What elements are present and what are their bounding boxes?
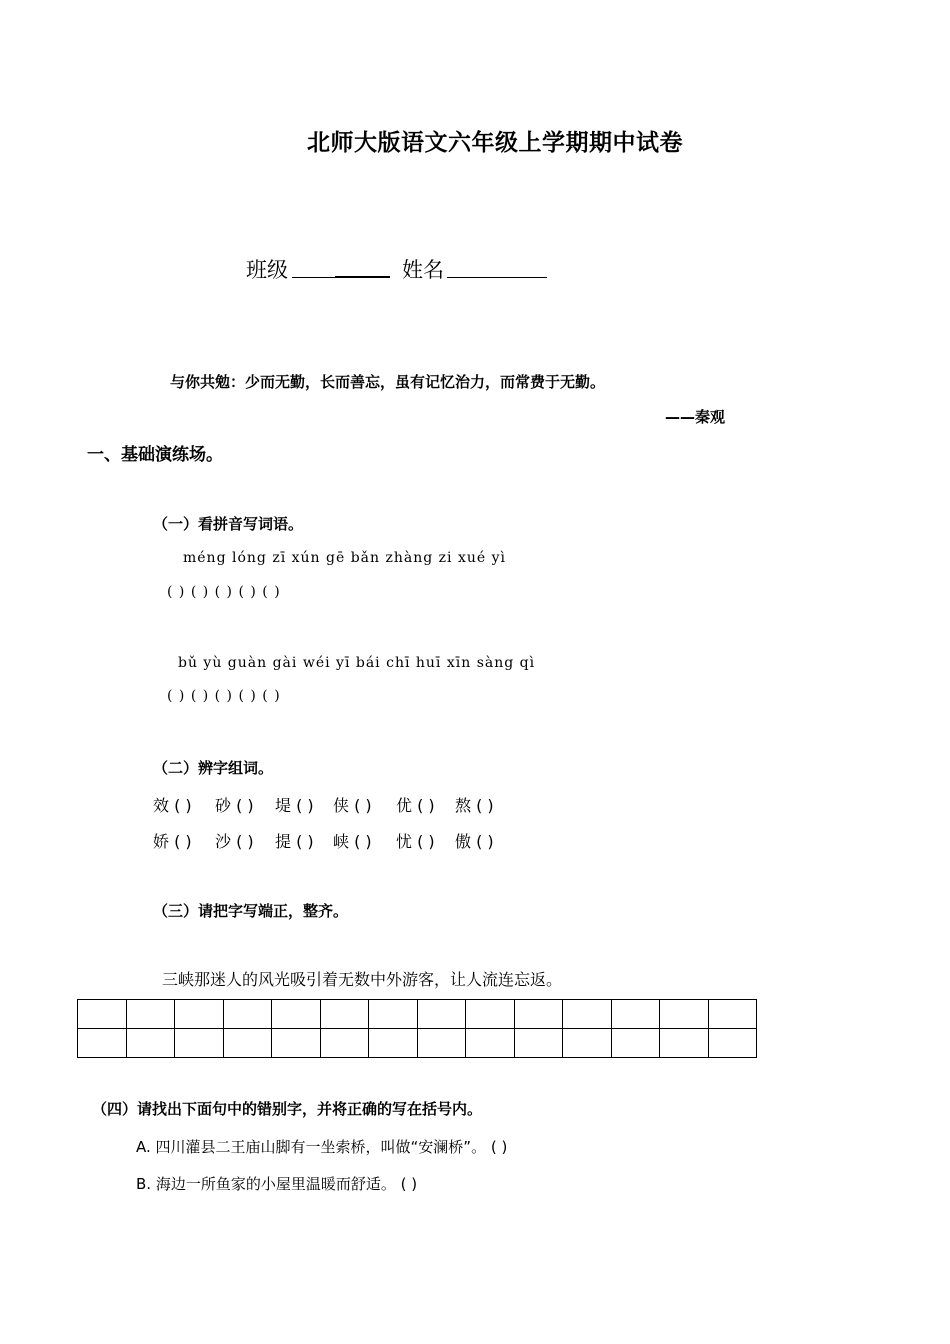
char-pair-item[interactable]: 提 ( ) xyxy=(275,832,314,851)
grid-row xyxy=(78,1000,757,1029)
grid-cell[interactable] xyxy=(369,1000,418,1029)
motto-author: ——秦观 xyxy=(665,408,726,426)
grid-cell[interactable] xyxy=(708,1029,757,1058)
char-pair-item[interactable]: 峡 ( ) xyxy=(333,832,372,851)
motto-text: 与你共勉：少而无勤，长而善忘，虽有记忆治力，而常费于无勤。 xyxy=(170,373,606,391)
grid-cell[interactable] xyxy=(126,1029,175,1058)
grid-cell[interactable] xyxy=(272,1000,321,1029)
copy-sentence: 三峡那迷人的风光吸引着无数中外游客，让人流连忘返。 xyxy=(162,970,563,989)
grid-cell[interactable] xyxy=(320,1029,369,1058)
section-1-title: 一、基础演练场。 xyxy=(87,445,223,465)
answer-blanks-row-1[interactable]: ( ) ( ) ( ) ( ) ( ) xyxy=(167,584,281,600)
name-blank-line[interactable] xyxy=(447,277,547,278)
answer-blanks-row-2[interactable]: ( ) ( ) ( ) ( ) ( ) xyxy=(167,688,281,704)
char-pair-item[interactable]: 忧 ( ) xyxy=(396,832,435,851)
char-pair-item[interactable]: 效 ( ) xyxy=(153,796,192,815)
grid-cell[interactable] xyxy=(514,1029,563,1058)
grid-cell[interactable] xyxy=(78,1000,127,1029)
typo-question-b[interactable]: B. 海边一所鱼家的小屋里温暖而舒适。 ( ) xyxy=(136,1175,418,1193)
grid-cell[interactable] xyxy=(223,1029,272,1058)
grid-cell[interactable] xyxy=(466,1000,515,1029)
grid-cell[interactable] xyxy=(563,1000,612,1029)
part-4-title: （四）请找出下面句中的错别字，并将正确的写在括号内。 xyxy=(92,1100,483,1118)
char-pair-item[interactable]: 砂 ( ) xyxy=(215,796,254,815)
part-2-title: （二）辨字组词。 xyxy=(153,759,274,777)
grid-cell[interactable] xyxy=(611,1000,660,1029)
pinyin-row-1: méng lóng zī xún gē bǎn zhàng zi xué yì xyxy=(183,550,506,566)
char-pair-item[interactable]: 侠 ( ) xyxy=(333,796,372,815)
grid-cell[interactable] xyxy=(417,1000,466,1029)
char-pair-item[interactable]: 傲 ( ) xyxy=(455,832,494,851)
grid-cell[interactable] xyxy=(660,1029,709,1058)
grid-cell[interactable] xyxy=(417,1029,466,1058)
grid-cell[interactable] xyxy=(272,1029,321,1058)
char-pair-item[interactable]: 堤 ( ) xyxy=(275,796,314,815)
grid-cell[interactable] xyxy=(660,1000,709,1029)
writing-grid xyxy=(77,999,757,1058)
grid-cell[interactable] xyxy=(175,1029,224,1058)
grid-cell[interactable] xyxy=(466,1029,515,1058)
grid-cell[interactable] xyxy=(175,1000,224,1029)
page-title: 北师大版语文六年级上学期期中试卷 xyxy=(307,130,683,156)
grid-row xyxy=(78,1029,757,1058)
class-blank-underline xyxy=(335,276,390,278)
part-3-title: （三）请把字写端正，整齐。 xyxy=(153,902,349,920)
grid-cell[interactable] xyxy=(126,1000,175,1029)
grid-cell[interactable] xyxy=(223,1000,272,1029)
grid-cell[interactable] xyxy=(320,1000,369,1029)
char-pair-item[interactable]: 沙 ( ) xyxy=(215,832,254,851)
pinyin-row-2: bǔ yù guàn gài wéi yī bái chī huī xīn sàng qì xyxy=(178,655,536,671)
typo-question-a[interactable]: A. 四川灌县二王庙山脚有一坐索桥，叫做“安澜桥”。 ( ) xyxy=(136,1138,508,1156)
grid-cell[interactable] xyxy=(514,1000,563,1029)
part-1-title: （一）看拼音写词语。 xyxy=(153,515,304,533)
grid-cell[interactable] xyxy=(611,1029,660,1058)
grid-cell[interactable] xyxy=(563,1029,612,1058)
char-pair-item[interactable]: 优 ( ) xyxy=(396,796,435,815)
grid-cell[interactable] xyxy=(369,1029,418,1058)
name-label: 姓名 xyxy=(402,258,444,282)
char-pair-item[interactable]: 熬 ( ) xyxy=(455,796,494,815)
class-label: 班级 xyxy=(246,258,288,282)
grid-cell[interactable] xyxy=(708,1000,757,1029)
char-pair-item[interactable]: 娇 ( ) xyxy=(153,832,192,851)
grid-cell[interactable] xyxy=(78,1029,127,1058)
